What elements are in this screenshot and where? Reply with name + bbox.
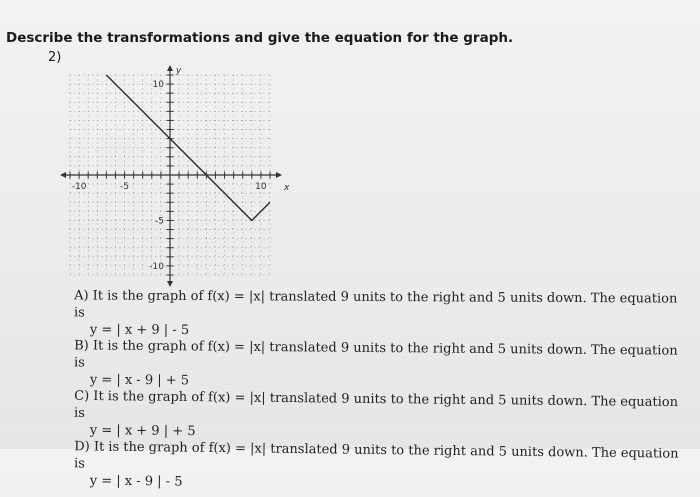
x-tick-label: -10: [71, 182, 87, 192]
choice-b-text: B) It is the graph of f(x) = |x| translated 9 units to the right and 5 units down. The equation is: [73, 338, 678, 371]
choice-a-text: A) It is the graph of f(x) = |x| translated 9 units to the right and 5 units down. The equation is: [73, 288, 678, 321]
absolute-value-curve: [70, 39, 279, 221]
choice-d[interactable]: [74, 438, 685, 496]
y-axis-label: y: [176, 66, 182, 76]
choice-b-equation: y = | x - 9 | + 5: [89, 372, 190, 389]
x-axis-label: x: [284, 183, 290, 193]
choice-c-equation: y = | x + 9 | + 5: [89, 422, 196, 440]
choice-d-text: D) It is the graph of f(x) = |x| translated 9 units to the right and 5 units down. The equation is: [73, 439, 679, 472]
x-axis-arrow-right: [276, 172, 282, 178]
choice-b[interactable]: [74, 337, 684, 393]
x-tick-label: -5: [120, 182, 130, 192]
y-axis-arrow-up: [167, 65, 173, 71]
y-tick-label: -10: [149, 261, 164, 272]
choice-c-text: C) It is the graph of f(x) = |x| translated 9 units to the right and 5 units down. The equation is: [73, 388, 679, 421]
choice-c[interactable]: [74, 388, 685, 445]
y-axis-arrow-down: [167, 281, 173, 287]
question-number: 2): [48, 50, 62, 65]
answer-choices: [74, 289, 684, 493]
choice-d-equation: y = | x - 9 | - 5: [89, 473, 183, 490]
y-tick-label: 10: [152, 80, 164, 91]
instructions: Describe the transformations and give the equation for the graph.: [6, 30, 514, 46]
choice-a[interactable]: [74, 287, 684, 341]
choice-a-equation: y = | x + 9 | - 5: [89, 322, 190, 339]
x-axis-arrow-left: [60, 172, 66, 178]
y-tick-label: -5: [155, 216, 164, 227]
x-tick-label: 10: [255, 182, 267, 192]
